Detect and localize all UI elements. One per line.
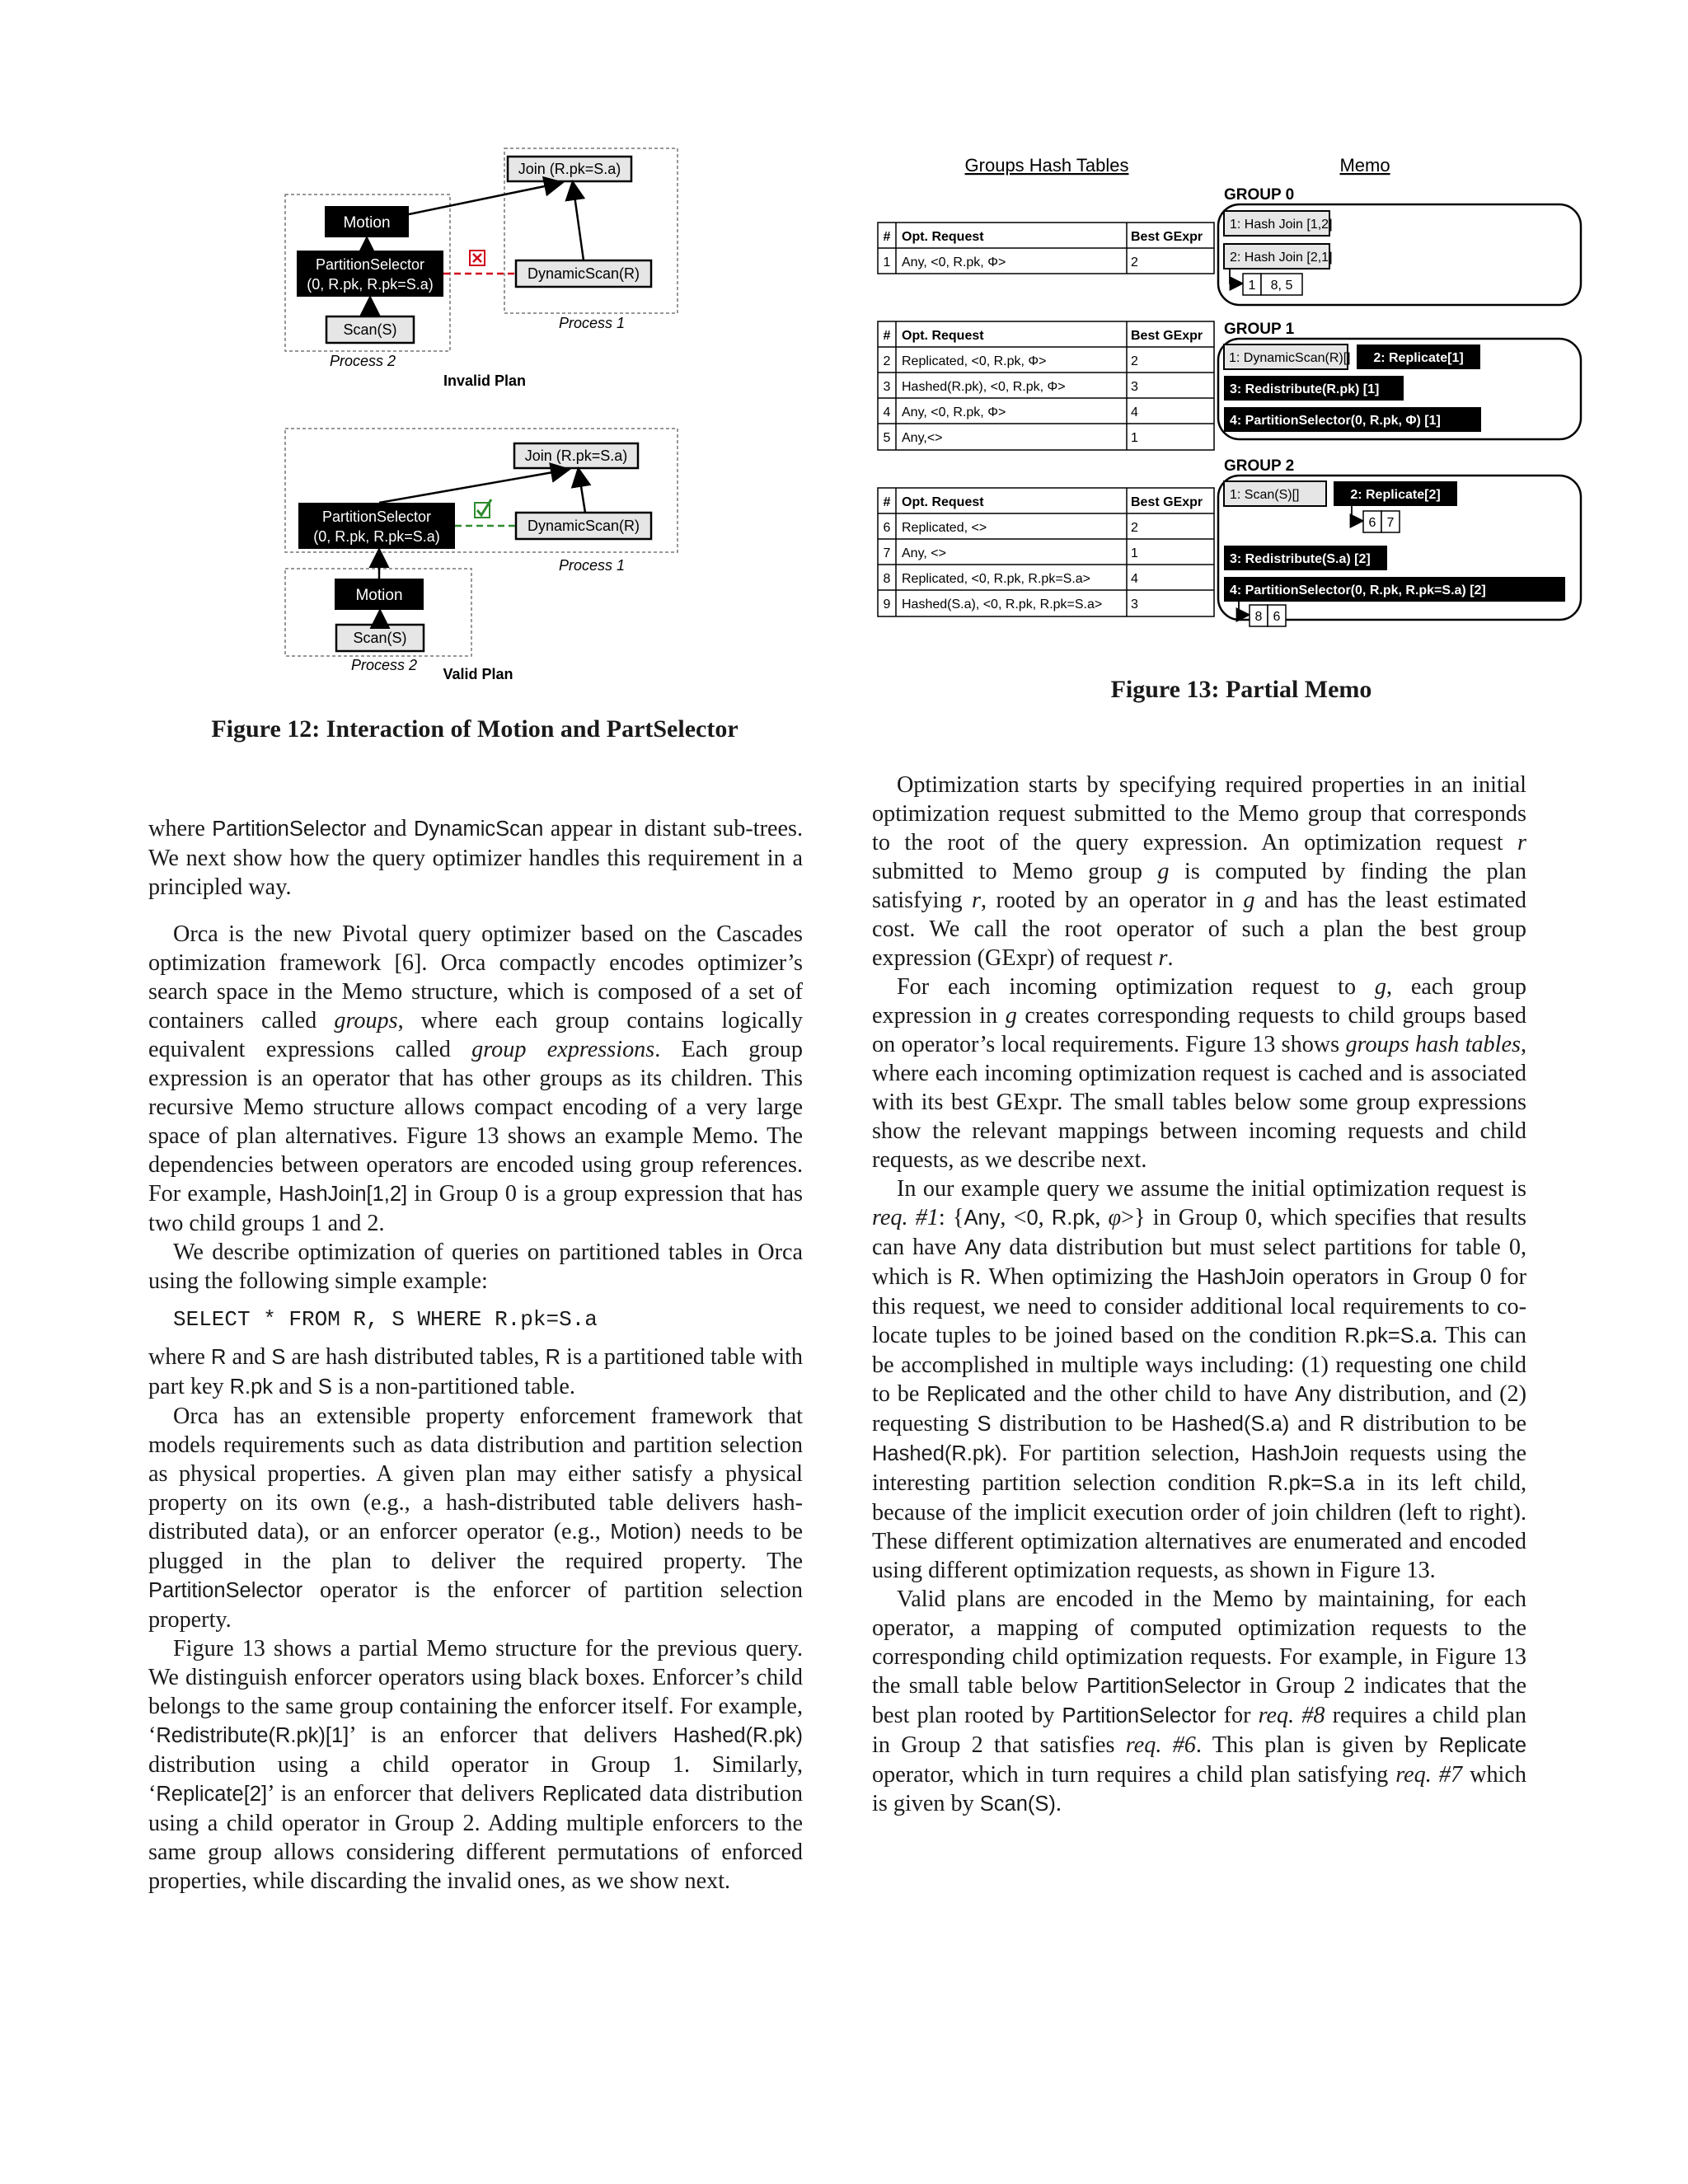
t1-r4-req: Any,<> <box>902 431 943 445</box>
invalid-plan <box>285 148 678 389</box>
right-paragraph-3: In our example query we assume the initial optimization request is req. #1: {Any, <0, R.pk, φ>} in Group 0, which specifies that results can have Any data distribution but must select partitions for table 0, which is R. When optimizing the HashJoin operators in Group 0 for this request, we need to consider additional local requirements to co-locate tuples to be joined based on the condition R.pk=S.a. This can be accomplished in multiple ways including: (1) requesting one child to be Replicated and the other child to have Any distribution, and (2) requesting S distribution to be Hashed(S.a) and R distribution to be Hashed(R.pk). For partition selection, HashJoin requests using the interesting partition selection condition R.pk=S.a in its left child, because of the implicit execution order of join children (left to right). These different optimization alternatives are enumerated and encoded using different optimization requests, as shown in Figure 13. <box>872 1176 1527 1583</box>
left-column <box>148 814 803 1896</box>
left-paragraph-3: We describe optimization of queries on partitioned tables in Orca using the following simple example: <box>148 1240 803 1294</box>
t2-r1-n: 6 <box>883 521 891 535</box>
groups-hash-tables-header: Groups Hash Tables <box>964 155 1129 176</box>
hash-table-group1 <box>878 321 1214 450</box>
process2-label-invalid: Process 2 <box>329 353 396 369</box>
group1-expr3: 3: Redistribute(R.pk) [1] <box>1230 382 1380 396</box>
left-paragraph-1: where PartitionSelector and DynamicScan appear in distant sub-trees. We next show how the query optimizer handles this requirement in a principled way. <box>148 816 804 900</box>
t2-r3-n: 8 <box>883 572 891 586</box>
partition-selector-line2-invalid: (0, R.pk, R.pk=S.a) <box>307 276 434 293</box>
scan-label-invalid: Scan(S) <box>343 321 397 338</box>
join-label-valid: Join (R.pk=S.a) <box>524 448 628 464</box>
invalid-plan-label: Invalid Plan <box>443 373 527 389</box>
scan-label-valid: Scan(S) <box>353 630 407 646</box>
t1-r4-n: 5 <box>883 431 891 445</box>
sql-example: SELECT * FROM R, S WHERE R.pk=S.a <box>173 1307 598 1332</box>
group0-map-req: 1 <box>1248 279 1256 293</box>
t2-r2-req: Any, <> <box>902 546 946 560</box>
group0-expr1: 1: Hash Join [1,2] <box>1230 218 1333 232</box>
dynamic-scan-label-invalid: DynamicScan(R) <box>527 265 640 282</box>
group1-title: GROUP 1 <box>1224 321 1295 338</box>
t2-r1-req: Replicated, <> <box>902 521 987 535</box>
partition-selector-line1-invalid: PartitionSelector <box>315 256 425 273</box>
left-paragraph-5: Orca has an extensible property enforcement framework that models requirements such as data distribution and partition selection as physical properties. A given plan may either satisfy a physical property on its own (e.g., a hash-distributed table delivers hash-distributed data), or an enforcer operator (e.g., Motion) needs to be plugged in the plan to deliver the required property. The PartitionSelector operator is the enforcer of partition selection property. <box>148 1404 803 1633</box>
t1-r2-req: Hashed(R.pk), <0, R.pk, Φ> <box>902 380 1066 394</box>
t2-r4-req: Hashed(S.a), <0, R.pk, R.pk=S.a> <box>902 598 1103 612</box>
memo-group2 <box>1218 457 1581 626</box>
process1-label-invalid: Process 1 <box>558 315 626 331</box>
partition-selector-line1-valid: PartitionSelector <box>321 509 432 525</box>
figure-12-caption: Figure 12: Interaction of Motion and PartSelector <box>211 715 738 743</box>
t2-r2-n: 7 <box>883 546 891 560</box>
group2-expr1: 1: Scan(S)[] <box>1230 488 1300 502</box>
t1-r3-best: 4 <box>1131 405 1138 419</box>
t1-r1-n: 2 <box>883 354 891 368</box>
col-num: # <box>883 329 891 343</box>
group1-expr2: 2: Replicate[1] <box>1373 351 1464 365</box>
process2-label-valid: Process 2 <box>350 657 418 673</box>
left-paragraph-4: where R and S are hash distributed tables, R is a partitioned table with part key R.pk and S is a non-partitioned table. <box>148 1344 803 1399</box>
group2-map4-child: 6 <box>1273 610 1281 624</box>
t2-r3-best: 4 <box>1131 572 1138 586</box>
group2-title: GROUP 2 <box>1224 457 1295 475</box>
group1-expr4: 4: PartitionSelector(0, R.pk, Φ) [1] <box>1230 414 1441 428</box>
group2-map4-req: 8 <box>1254 610 1263 624</box>
memo-group0 <box>1218 186 1581 305</box>
t1-r2-n: 3 <box>883 380 891 394</box>
t2-r4-best: 3 <box>1131 598 1138 612</box>
figure-13-caption: Figure 13: Partial Memo <box>1110 676 1372 703</box>
group2-expr2: 2: Replicate[2] <box>1350 488 1441 502</box>
col-req: Opt. Request <box>902 329 984 343</box>
t1-r1-req: Replicated, <0, R.pk, Φ> <box>902 354 1047 368</box>
group0-expr2: 2: Hash Join [2,1] <box>1230 251 1333 265</box>
t1-r2-best: 3 <box>1131 380 1138 394</box>
col-num: # <box>883 230 891 244</box>
col-req: Opt. Request <box>902 230 984 244</box>
t2-r1-best: 2 <box>1131 521 1138 535</box>
memo-header: Memo <box>1339 155 1390 176</box>
t1-r1-best: 2 <box>1131 354 1138 368</box>
valid-plan-label: Valid Plan <box>443 666 513 682</box>
partition-selector-line2-valid: (0, R.pk, R.pk=S.a) <box>313 528 440 545</box>
right-paragraph-1: Optimization starts by specifying required properties in an initial optimization request submitted to the Memo group that corresponds to the root of the query expression. An optimization request r submitted to Memo group g is computed by finding the plan satisfying r, rooted by an operator in g and has the least estimated cost. We call the root operator of such a plan the best group expression (GExpr) of request r. <box>872 772 1526 971</box>
col-best: Best GExpr <box>1131 495 1203 509</box>
col-req: Opt. Request <box>902 495 984 509</box>
group2-map2-req: 6 <box>1368 516 1376 530</box>
group2-map2-child: 7 <box>1386 516 1395 530</box>
col-best: Best GExpr <box>1131 329 1203 343</box>
group2-expr4: 4: PartitionSelector(0, R.pk, R.pk=S.a) [2] <box>1230 583 1486 598</box>
join-label-invalid: Join (R.pk=S.a) <box>518 161 621 177</box>
figure-12-diagram <box>272 140 701 692</box>
t2-r3-req: Replicated, <0, R.pk, R.pk=S.a> <box>902 572 1091 586</box>
motion-label-invalid: Motion <box>343 214 391 232</box>
hash-table-group2 <box>878 488 1214 616</box>
valid-plan <box>285 429 678 682</box>
t0-r1-n: 1 <box>883 255 891 269</box>
right-paragraph-4: Valid plans are encoded in the Memo by maintaining, for each operator, a mapping of computed optimization requests to the corresponding child optimization requests. For example, in Figure 13 the small table below PartitionSelector in Group 2 indicates that the best plan rooted by PartitionSelector for req. #8 requires a child plan in Group 2 that satisfies req. #6. This plan is given by Replicate operator, which in turn requires a child plan satisfying req. #7 which is given by Scan(S). <box>872 1586 1527 1816</box>
left-paragraph-6: Figure 13 shows a partial Memo structure for the previous query. We distinguish enforcer operators using black boxes. Enforcer’s child belongs to the same group containing the enforcer itself. For example, ‘Redistribute(R.pk)[1]’ is an enforcer that delivers Hashed(R.pk) distribution using a child operator in Group 1. Similarly, ‘Replicate[2]’ is an enforcer that delivers Replicated data distribution using a child operator in Group 2. Adding multiple enforcers to the same group allows considering different permutations of enforced properties, while discarding the invalid ones, as we show next. <box>148 1636 804 1894</box>
process1-label-valid: Process 1 <box>558 557 626 574</box>
t1-r3-n: 4 <box>883 405 891 419</box>
group2-expr3: 3: Redistribute(S.a) [2] <box>1230 552 1371 566</box>
t2-r4-n: 9 <box>883 598 891 612</box>
t0-r1-best: 2 <box>1131 255 1138 269</box>
t1-r3-req: Any, <0, R.pk, Φ> <box>902 405 1006 419</box>
left-paragraph-2: Orca is the new Pivotal query optimizer based on the Cascades optimization framework [6]. Orca compactly encodes optimizer’s search space in the Memo structure, which is composed of a set of containers called groups, where each group contains logically equivalent expressions called group expressions. Each group expression is an operator that has other groups as its children. This recursive Memo structure allows compact encoding of a very large space of plan alternatives. Figure 13 shows an example Memo. The dependencies between operators are encoded using group references. For example, HashJoin[1,2] in Group 0 is a group expression that has two child groups 1 and 2. <box>148 921 804 1236</box>
figure-13-diagram <box>874 148 1632 651</box>
group0-title: GROUP 0 <box>1224 186 1295 204</box>
t2-r2-best: 1 <box>1131 546 1138 560</box>
t0-r1-req: Any, <0, R.pk, Φ> <box>902 255 1006 269</box>
group1-expr1: 1: DynamicScan(R)[] <box>1229 351 1351 365</box>
col-num: # <box>883 495 891 509</box>
col-best: Best GExpr <box>1131 230 1203 244</box>
motion-label-valid: Motion <box>355 587 403 604</box>
right-column <box>872 771 1526 1819</box>
dynamic-scan-label-valid: DynamicScan(R) <box>527 518 640 534</box>
memo-group1 <box>1218 321 1581 439</box>
t1-r4-best: 1 <box>1131 431 1138 445</box>
hash-table-group0 <box>878 223 1214 274</box>
right-paragraph-2: For each incoming optimization request to g, each group expression in g creates corresponding requests to child groups based on operator’s local requirements. Figure 13 shows groups hash tables, where each incoming optimization request is cached and is associated with its best GExpr. The small tables below some group expressions show the relevant mappings between incoming requests and child requests, as we describe next. <box>872 974 1527 1173</box>
group0-map-child: 8, 5 <box>1270 279 1293 293</box>
